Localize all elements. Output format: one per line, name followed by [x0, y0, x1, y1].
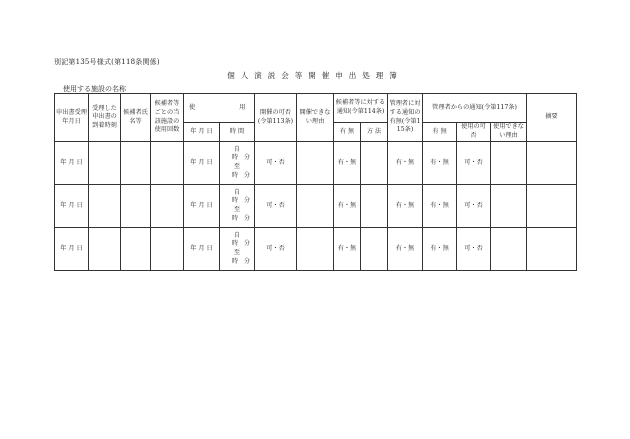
cell-use-date: 年 月 日 [184, 228, 220, 271]
table-row [55, 228, 577, 271]
header-notice-from-manager: 管理者からの通知(令第117条) [423, 94, 527, 123]
cell-permission: 可・否 [255, 142, 297, 185]
time-to-value: 時 分 [231, 214, 250, 222]
cell-from-manager-yes-no: 有・無 [423, 185, 457, 228]
time-from-label: 自 [233, 188, 240, 196]
time-from-value: 時 分 [231, 197, 250, 205]
cell-permission: 可・否 [255, 228, 297, 271]
cell-from-manager-yes-no: 有・無 [423, 142, 457, 185]
time-from-value: 時 分 [231, 154, 250, 162]
time-to-value: 時 分 [231, 257, 250, 265]
header-received-time: 受理した申出書の到着時刻 [89, 94, 121, 142]
cell-manager-notice: 有・無 [388, 185, 423, 228]
cell-candidate-name [121, 228, 151, 271]
header-from-manager-use: 使用の可 否 [457, 123, 491, 142]
cell-from-manager-reason [491, 185, 527, 228]
cell-use-date: 年 月 日 [184, 142, 220, 185]
cell-notice-method [361, 185, 388, 228]
table-row [55, 142, 577, 185]
time-from-label: 自 [233, 231, 240, 239]
header-reason: 開催できない理由 [297, 94, 334, 142]
cell-candidate-name [121, 185, 151, 228]
cell-application-date: 年 月 日 [55, 185, 89, 228]
cell-manager-notice: 有・無 [388, 228, 423, 271]
header-use-char-1: 使 [189, 103, 196, 111]
cell-notice-method [361, 142, 388, 185]
register-table [54, 93, 577, 271]
cell-notice-yes-no: 有・無 [334, 228, 361, 271]
cell-notice-method [361, 228, 388, 271]
cell-from-manager-reason [491, 142, 527, 185]
cell-from-manager-use: 可・否 [457, 142, 491, 185]
table-row [55, 185, 577, 228]
cell-manager-notice: 有・無 [388, 142, 423, 185]
cell-usage-count [151, 142, 184, 185]
cell-reason [297, 228, 334, 271]
cell-from-manager-use: 可・否 [457, 185, 491, 228]
cell-reason [297, 185, 334, 228]
header-from-manager-reason: 使用できない理由 [491, 123, 527, 142]
time-to-label: 至 [233, 163, 240, 170]
cell-reason [297, 142, 334, 185]
cell-received-time [89, 185, 121, 228]
cell-from-manager-reason [491, 228, 527, 271]
cell-application-date: 年 月 日 [55, 142, 89, 185]
cell-use-time [220, 142, 255, 185]
cell-received-time [89, 228, 121, 271]
time-to-label: 至 [233, 206, 240, 213]
cell-permission: 可・否 [255, 185, 297, 228]
cell-remarks [527, 228, 577, 271]
header-use-date: 年 月 日 [184, 123, 220, 142]
form-number: 別記第135号様式(第118条関係) [54, 58, 160, 66]
cell-application-date: 年 月 日 [55, 228, 89, 271]
document-title: 個人演説会等開催申出処理簿 [227, 71, 403, 80]
header-remarks: 摘要 [527, 94, 577, 142]
header-notice-to-candidate: 候補者等に対する通知(令第114条) [334, 94, 388, 123]
header-row-1 [55, 94, 577, 123]
header-use-char-2: 用 [239, 103, 246, 111]
header-usage-count: 候補者等ごとの当該施設の使用回数 [151, 94, 184, 142]
cell-notice-yes-no: 有・無 [334, 185, 361, 228]
header-permission: 開催の可否(令第113条) [255, 94, 297, 142]
header-application-date: 申出書受理年月日 [55, 94, 89, 142]
cell-usage-count [151, 228, 184, 271]
cell-candidate-name [121, 142, 151, 185]
cell-remarks [527, 142, 577, 185]
cell-use-time [220, 228, 255, 271]
cell-from-manager-use: 可・否 [457, 228, 491, 271]
cell-use-time [220, 185, 255, 228]
header-from-manager-yes-no: 有 無 [423, 123, 457, 142]
time-from-value: 時 分 [231, 240, 250, 248]
cell-from-manager-yes-no: 有・無 [423, 228, 457, 271]
time-from-label: 自 [233, 145, 240, 153]
cell-usage-count [151, 185, 184, 228]
time-to-value: 時 分 [231, 171, 250, 179]
header-use [184, 94, 255, 123]
cell-received-time [89, 142, 121, 185]
facility-label: 使用する施設の名称 [63, 85, 126, 93]
cell-remarks [527, 185, 577, 228]
time-to-label: 至 [233, 249, 240, 256]
cell-notice-yes-no: 有・無 [334, 142, 361, 185]
header-notice-yes-no: 有 無 [334, 123, 361, 142]
header-notice-method: 方 法 [361, 123, 388, 142]
header-notice-to-manager: 管理者に対する通知の有無(令第115条) [388, 94, 423, 142]
cell-use-date: 年 月 日 [184, 185, 220, 228]
header-candidate-name: 候補者氏名等 [121, 94, 151, 142]
header-use-time: 時 間 [220, 123, 255, 142]
